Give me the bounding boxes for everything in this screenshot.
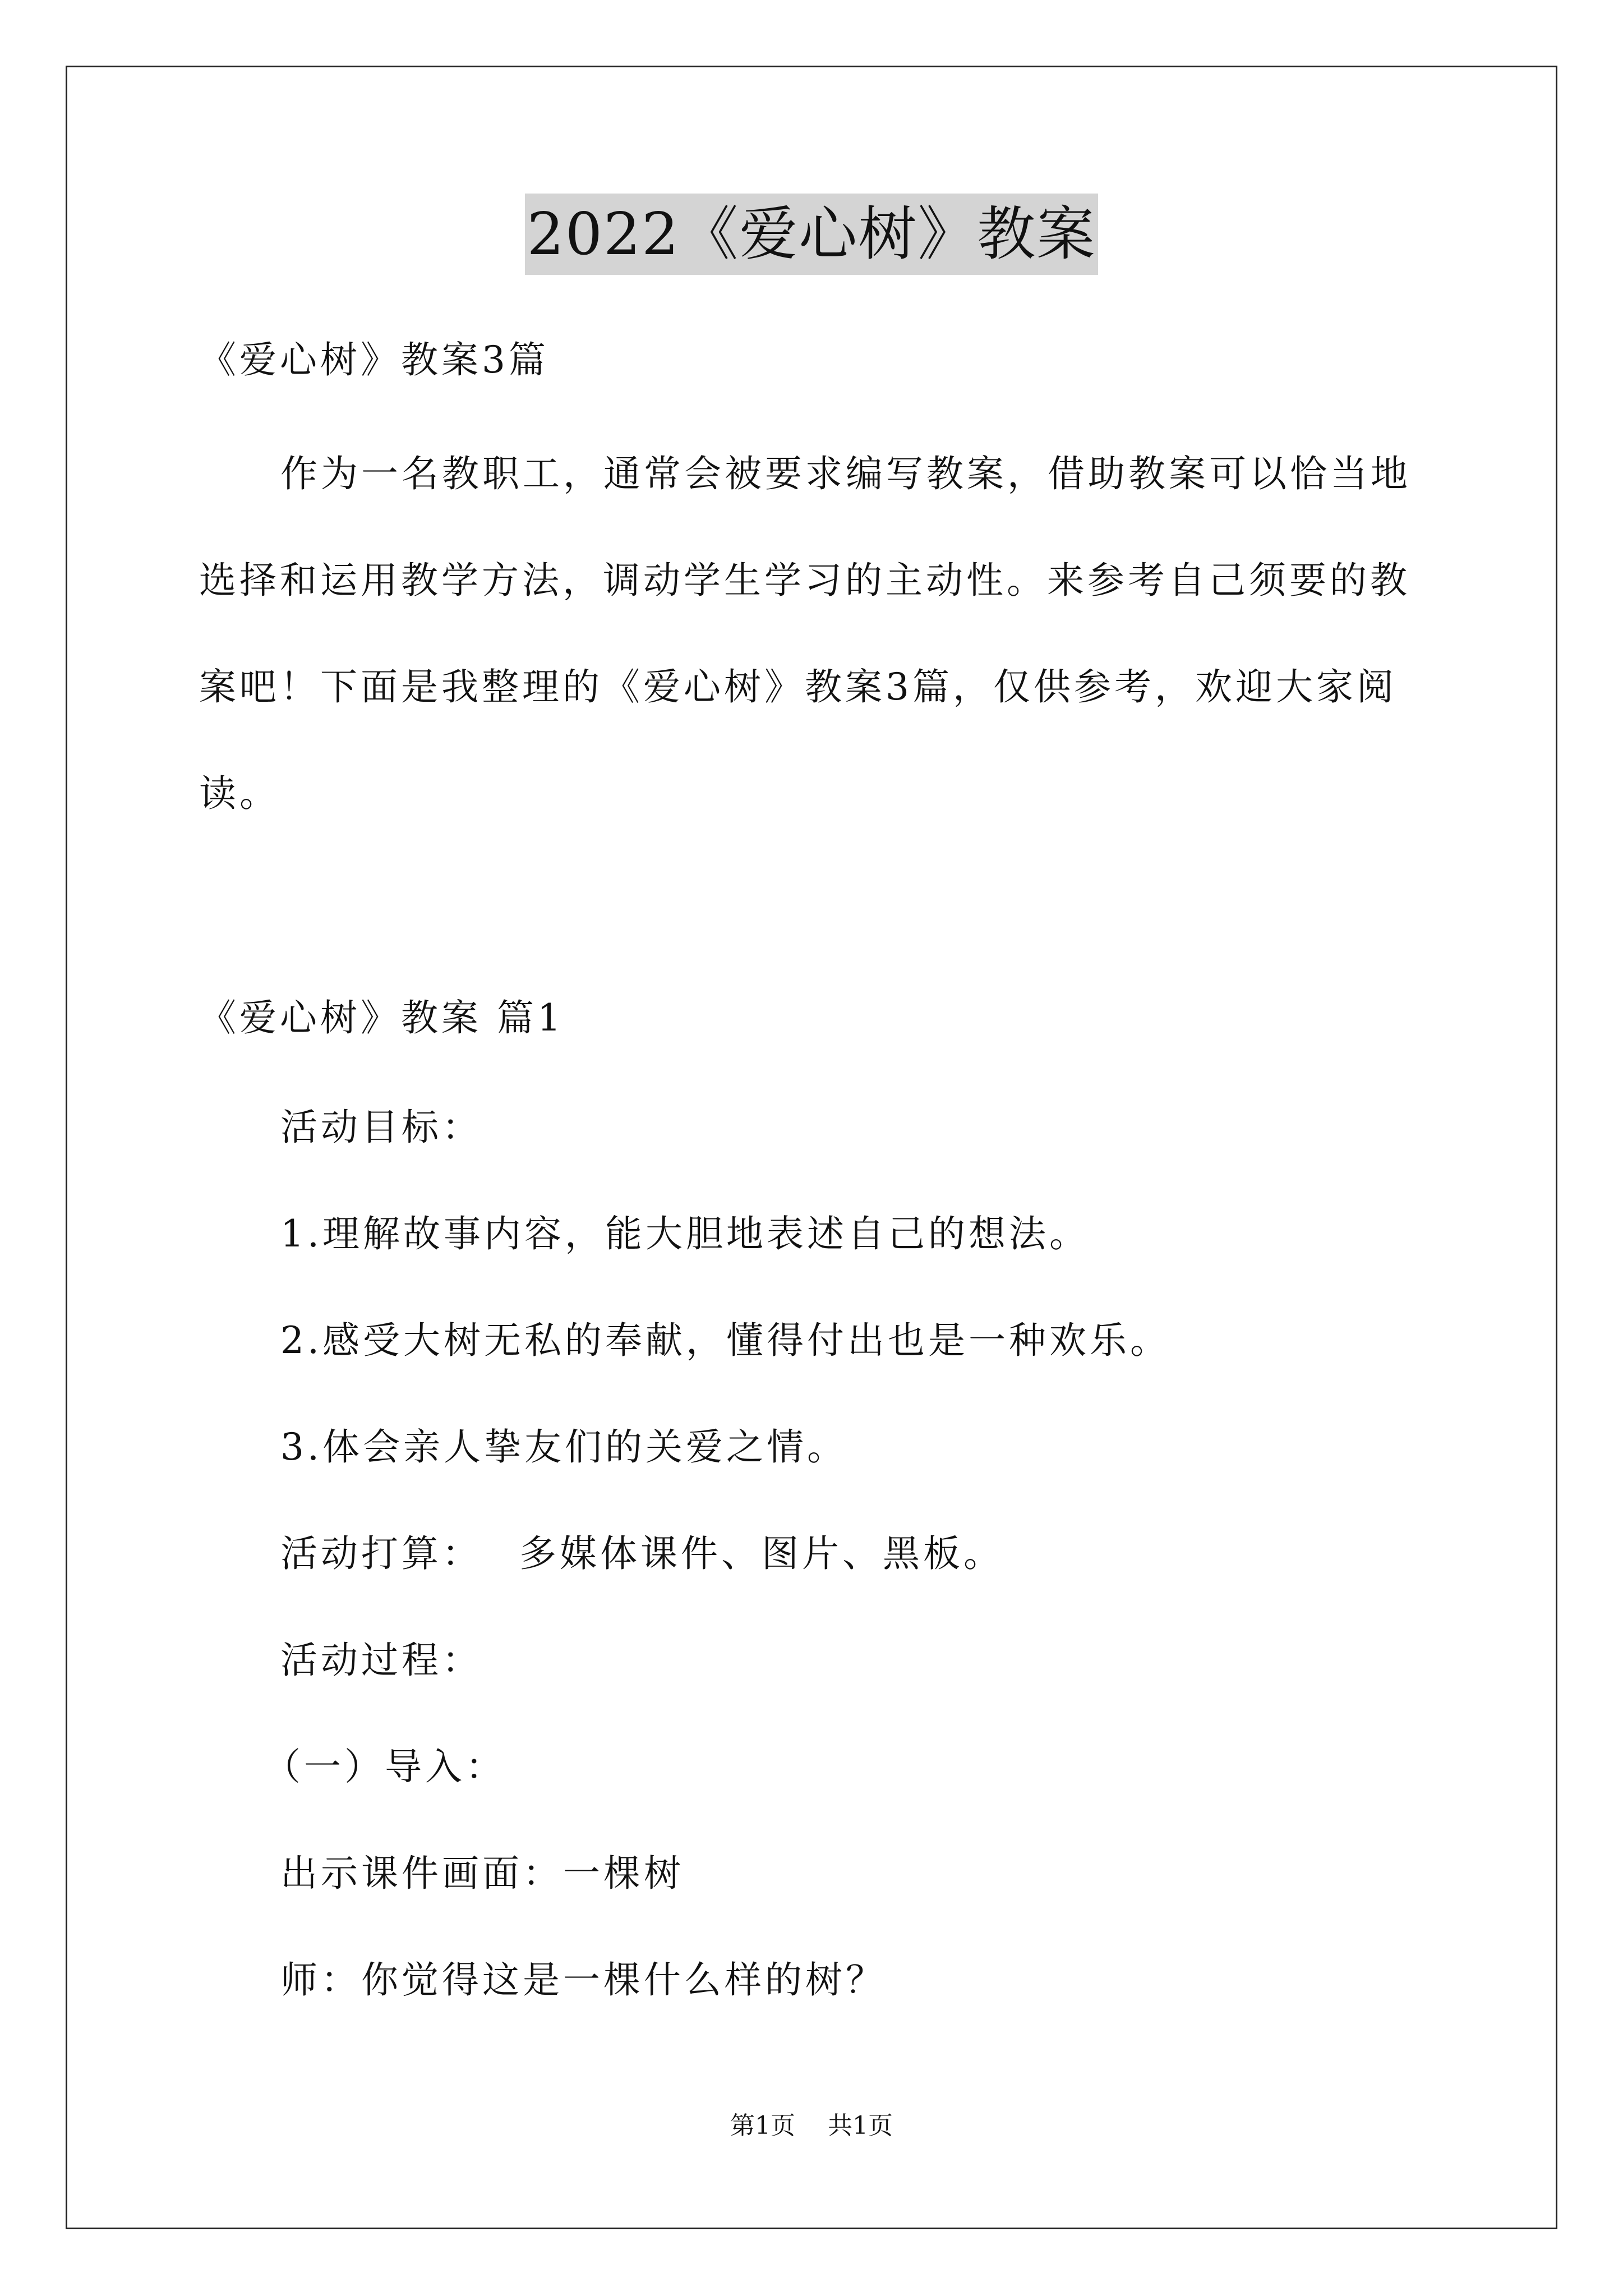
total-pages: 共1页 (828, 2111, 893, 2140)
goal-item-3: 3.体会亲人挚友们的关爱之情。 (280, 1425, 847, 1469)
document-title: 2022《爱心树》教案 (525, 194, 1099, 275)
subtitle: 《爱心树》教案3篇 (199, 338, 549, 381)
page-footer (0, 2109, 1623, 2143)
goal-item-1: 1.理解故事内容，能大胆地表述自己的想法。 (280, 1212, 1090, 1255)
intro-line-3: 案吧！下面是我整理的《爱心树》教案3篇，仅供参考，欢迎大家阅 (199, 665, 1397, 708)
goal-label: 活动目标： (280, 1106, 482, 1149)
show-courseware: 出示课件画面：一棵树 (280, 1852, 684, 1895)
process-label: 活动过程： (280, 1639, 482, 1682)
preparation: 活动打算： 多媒体课件、图片、黑板。 (280, 1532, 1004, 1575)
section-heading: 《爱心树》教案 篇1 (199, 996, 564, 1039)
current-page: 第1页 (730, 2111, 795, 2140)
intro-line-1: 作为一名教职工，通常会被要求编写教案，借助教案可以恰当地 (280, 452, 1411, 495)
teacher-question: 师：你觉得这是一棵什么样的树？ (280, 1958, 886, 2001)
intro-line-2: 选择和运用教学方法，调动学生学习的主动性。来参考自己须要的教 (199, 559, 1410, 602)
step-intro: （一）导入： (264, 1745, 506, 1788)
intro-line-4: 读。 (199, 772, 280, 815)
goal-item-2: 2.感受大树无私的奉献，懂得付出也是一种欢乐。 (280, 1319, 1170, 1362)
title-wrap (0, 194, 1623, 275)
